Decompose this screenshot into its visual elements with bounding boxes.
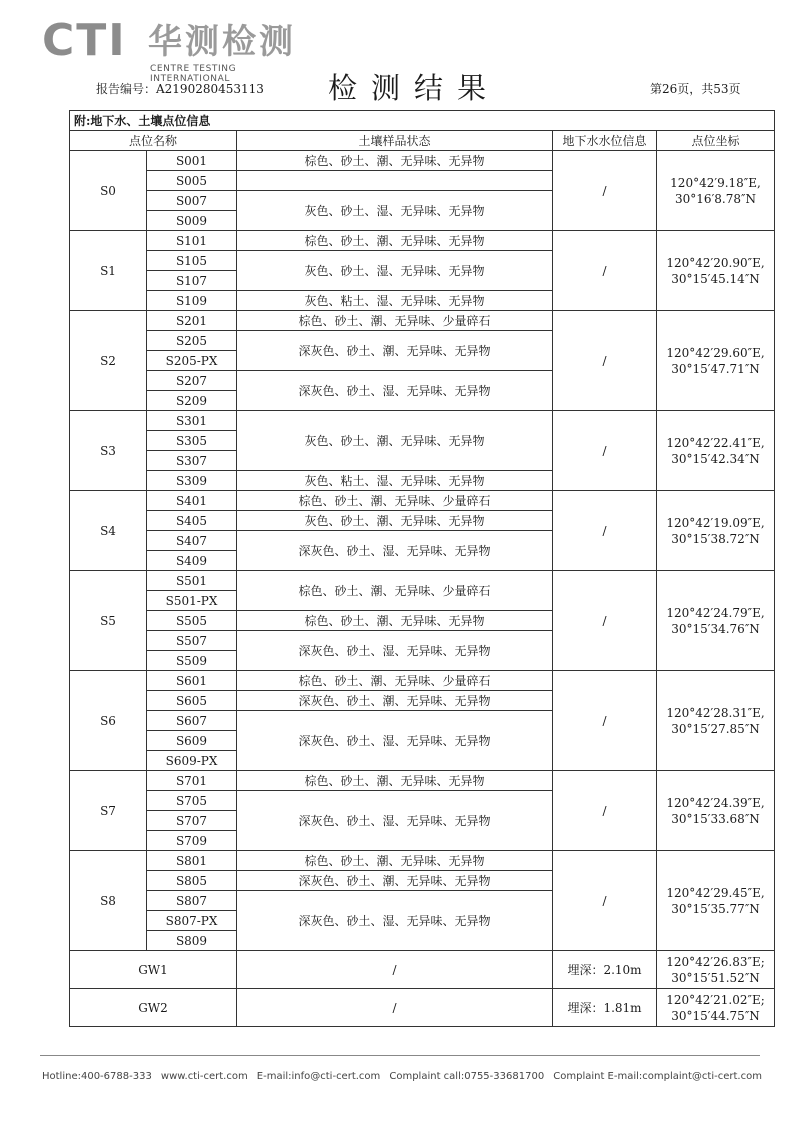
sample-id: S101: [147, 231, 237, 251]
point-coordinates: [657, 851, 775, 951]
soil-status: 棕色、砂土、潮、无异味、无异物: [237, 231, 553, 251]
table-row: [70, 571, 775, 591]
soil-status: 棕色、砂土、潮、无异味、少量碎石: [237, 311, 553, 331]
well-name: GW1: [70, 951, 237, 989]
soil-status: /: [237, 951, 553, 989]
footer-complaint-email: Complaint E-mail:complaint@cti-cert.com: [553, 1071, 762, 1082]
sample-id: S005: [147, 171, 237, 191]
table-row: [70, 411, 775, 431]
soil-status: /: [237, 989, 553, 1027]
soil-status: 深灰色、砂土、潮、无异味、无异物: [237, 331, 553, 371]
coordinate-longitude: 120°42′21.02″E;: [666, 992, 765, 1007]
sample-id: S007: [147, 191, 237, 211]
sample-id: S401: [147, 491, 237, 511]
table-row: [70, 671, 775, 691]
soil-status: 深灰色、砂土、潮、无异味、无异物: [237, 871, 553, 891]
soil-status: 深灰色、砂土、潮、无异味、无异物: [237, 691, 553, 711]
logo-en-text: CENTRE TESTING INTERNATIONAL: [150, 64, 237, 84]
coordinate-longitude: 120°42′29.60″E,: [666, 345, 765, 360]
soil-status: 棕色、砂土、潮、无异味、少量碎石: [237, 671, 553, 691]
soil-status: 棕色、砂土、潮、无异味、少量碎石: [237, 491, 553, 511]
sample-id: S807-PX: [147, 911, 237, 931]
coordinate-longitude: 120°42′26.83″E;: [666, 954, 765, 969]
table-row: [70, 951, 775, 989]
coordinate-latitude: 30°15′34.76″N: [671, 621, 760, 636]
coordinate-longitude: 120°42′24.79″E,: [666, 605, 765, 620]
caption-row: [70, 111, 775, 131]
sample-id: S607: [147, 711, 237, 731]
sample-id: S309: [147, 471, 237, 491]
sample-id: S709: [147, 831, 237, 851]
soil-status: 深灰色、砂土、湿、无异味、无异物: [237, 711, 553, 771]
soil-status: 灰色、粘土、湿、无异味、无异物: [237, 291, 553, 311]
table-row: [70, 989, 775, 1027]
footer-website: www.cti-cert.com: [160, 1071, 248, 1082]
sample-id: S409: [147, 551, 237, 571]
soil-status: 灰色、砂土、潮、无异味、无异物: [237, 511, 553, 531]
coordinate-longitude: 120°42′19.09″E,: [666, 515, 765, 530]
point-group-name: S8: [70, 851, 147, 951]
table-caption: 附:地下水、土壤点位信息: [70, 111, 775, 131]
sample-id: S405: [147, 511, 237, 531]
sample-id: S701: [147, 771, 237, 791]
sample-id: S301: [147, 411, 237, 431]
sample-id: S109: [147, 291, 237, 311]
logo-cn-text: 华测检测: [148, 22, 296, 62]
water-level-info: 埋深：1.81m: [553, 989, 657, 1027]
soil-status: 棕色、砂土、潮、无异味、无异物: [237, 851, 553, 871]
sample-id: S001: [147, 151, 237, 171]
sample-id: S207: [147, 371, 237, 391]
point-group-name: S1: [70, 231, 147, 311]
coordinate-latitude: 30°15′51.52″N: [671, 970, 760, 985]
header-soil-status: 土壤样品状态: [237, 131, 553, 151]
point-group-name: S5: [70, 571, 147, 671]
sample-id: S507: [147, 631, 237, 651]
soil-status: 棕色、砂土、潮、无异味、少量碎石: [237, 571, 553, 611]
table-row: [70, 491, 775, 511]
sample-id: S509: [147, 651, 237, 671]
water-level-info: /: [553, 671, 657, 771]
sample-id: S801: [147, 851, 237, 871]
soil-status: 灰色、砂土、湿、无异味、无异物: [237, 191, 553, 231]
water-level-info: /: [553, 771, 657, 851]
point-coordinates: [657, 311, 775, 411]
coordinate-longitude: 120°42′29.45″E,: [666, 885, 765, 900]
coordinate-latitude: 30°15′44.75″N: [671, 1008, 760, 1023]
coordinate-latitude: 30°15′38.72″N: [671, 531, 760, 546]
sample-id: S609: [147, 731, 237, 751]
water-level-info: /: [553, 851, 657, 951]
soil-status: 深灰色、砂土、湿、无异味、无异物: [237, 531, 553, 571]
point-coordinates: [657, 231, 775, 311]
coordinate-latitude: 30°15′47.71″N: [671, 361, 760, 376]
point-group-name: S2: [70, 311, 147, 411]
page-title: 检测结果: [328, 71, 501, 105]
coordinate-latitude: 30°15′45.14″N: [671, 271, 760, 286]
footer-divider: [40, 1055, 760, 1056]
sample-id: S707: [147, 811, 237, 831]
header-row: [70, 131, 775, 151]
coordinate-latitude: 30°15′27.85″N: [671, 721, 760, 736]
coordinate-longitude: 120°42′28.31″E,: [666, 705, 765, 720]
coordinate-longitude: 120°42′9.18″E,: [670, 175, 761, 190]
point-coordinates: [657, 151, 775, 231]
sample-id: S705: [147, 791, 237, 811]
sample-id: S601: [147, 671, 237, 691]
sample-id: S105: [147, 251, 237, 271]
point-group-name: S7: [70, 771, 147, 851]
point-coordinates: [657, 491, 775, 571]
soil-status: 灰色、粘土、湿、无异味、无异物: [237, 471, 553, 491]
water-level-info: /: [553, 231, 657, 311]
soil-status: 深灰色、砂土、湿、无异味、无异物: [237, 631, 553, 671]
logo-cti-text: CTI: [42, 15, 127, 66]
page-number: 第26页，共53页: [650, 82, 741, 96]
report-number: 报告编号：A2190280453113: [96, 82, 264, 96]
sample-id: S501-PX: [147, 591, 237, 611]
soil-status: 深灰色、砂土、湿、无异味、无异物: [237, 371, 553, 411]
well-name: GW2: [70, 989, 237, 1027]
soil-status: 灰色、砂土、湿、无异味、无异物: [237, 251, 553, 291]
sample-id: S205: [147, 331, 237, 351]
sampling-point-table: [69, 110, 775, 1027]
point-group-name: S3: [70, 411, 147, 491]
sample-id: S009: [147, 211, 237, 231]
point-group-name: S4: [70, 491, 147, 571]
coordinate-latitude: 30°15′33.68″N: [671, 811, 760, 826]
water-level-info: /: [553, 311, 657, 411]
sample-id: S501: [147, 571, 237, 591]
table-row: [70, 231, 775, 251]
soil-status: 灰色、砂土、潮、无异味、无异物: [237, 411, 553, 471]
soil-status: 深灰色、砂土、湿、无异味、无异物: [237, 891, 553, 951]
sample-id: S805: [147, 871, 237, 891]
footer-email: E-mail:info@cti-cert.com: [256, 1071, 381, 1082]
sample-id: S209: [147, 391, 237, 411]
header-water-level: 地下水水位信息: [553, 131, 657, 151]
table-body: [70, 111, 775, 1027]
point-coordinates: [657, 771, 775, 851]
water-level-info: /: [553, 151, 657, 231]
footer-hotline: Hotline:400-6788-333: [42, 1071, 152, 1082]
table-row: [70, 851, 775, 871]
footer-complaint-call: Complaint call:0755-33681700: [389, 1071, 545, 1082]
water-level-info: /: [553, 491, 657, 571]
water-level-info: /: [553, 411, 657, 491]
soil-status: 深灰色、砂土、湿、无异味、无异物: [237, 791, 553, 851]
coordinate-latitude: 30°16′8.78″N: [675, 191, 756, 206]
point-group-name: S6: [70, 671, 147, 771]
soil-status: 棕色、砂土、潮、无异味、无异物: [237, 151, 553, 171]
sample-id: S809: [147, 931, 237, 951]
sample-id: S205-PX: [147, 351, 237, 371]
coordinate-latitude: 30°15′35.77″N: [671, 901, 760, 916]
soil-status: 棕色、砂土、潮、无异味、无异物: [237, 611, 553, 631]
point-coordinates: [657, 571, 775, 671]
sample-id: S605: [147, 691, 237, 711]
point-coordinates: [657, 411, 775, 491]
sample-id: S107: [147, 271, 237, 291]
water-level-info: /: [553, 571, 657, 671]
table-row: [70, 311, 775, 331]
sample-id: S407: [147, 531, 237, 551]
coordinate-longitude: 120°42′20.90″E,: [666, 255, 765, 270]
table-row: [70, 771, 775, 791]
coordinate-longitude: 120°42′24.39″E,: [666, 795, 765, 810]
coordinate-latitude: 30°15′42.34″N: [671, 451, 760, 466]
point-group-name: S0: [70, 151, 147, 231]
table-row: [70, 151, 775, 171]
sample-id: S505: [147, 611, 237, 631]
header-coordinates: 点位坐标: [657, 131, 775, 151]
sample-id: S201: [147, 311, 237, 331]
water-level-info: 埋深：2.10m: [553, 951, 657, 989]
sample-id: S307: [147, 451, 237, 471]
footer: [42, 1071, 762, 1082]
soil-status: 棕色、砂土、潮、无异味、无异物: [237, 771, 553, 791]
point-coordinates: [657, 671, 775, 771]
coordinate-longitude: 120°42′22.41″E,: [666, 435, 765, 450]
point-coordinates: [657, 951, 775, 989]
point-coordinates: [657, 989, 775, 1027]
header-point-name: 点位名称: [70, 131, 237, 151]
sample-id: S807: [147, 891, 237, 911]
soil-status: [237, 171, 553, 191]
cti-logo: [42, 15, 312, 84]
sample-id: S609-PX: [147, 751, 237, 771]
sample-id: S305: [147, 431, 237, 451]
